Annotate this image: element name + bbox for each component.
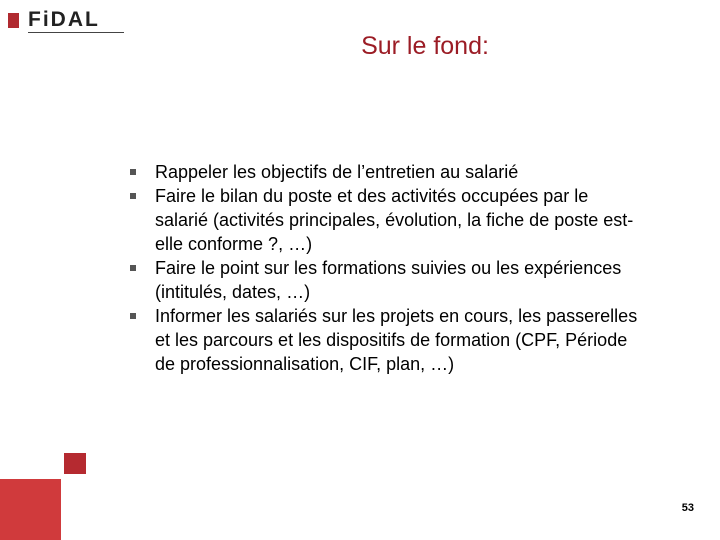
bullet-text: Faire le point sur les formations suivies ou les expériences (intitulés, dates, …): [155, 258, 622, 302]
bullet-list: [130, 160, 640, 376]
logo-underline: [28, 32, 124, 33]
decorative-square-large: [0, 479, 61, 540]
bullet-item: [130, 160, 640, 184]
page-number: 53: [681, 502, 694, 514]
bullet-item: [130, 304, 640, 376]
decorative-square-small: [64, 453, 86, 474]
logo-text: FiDAL: [28, 8, 100, 31]
logo-square-icon: [8, 13, 19, 28]
bullet-item: [130, 256, 640, 304]
bullet-item: [130, 184, 640, 256]
square-bullet-icon: [130, 193, 136, 199]
square-bullet-icon: [130, 313, 136, 319]
slide-title: Sur le fond:: [361, 32, 489, 60]
square-bullet-icon: [130, 265, 136, 271]
bullet-text: Faire le bilan du poste et des activités occupées par le salarié (activités principales, évolution, la fiche de poste est-elle conforme ?, …): [155, 186, 634, 254]
square-bullet-icon: [130, 169, 136, 175]
bullet-text: Informer les salariés sur les projets en cours, les passerelles et les parcours et les dispositifs de formation (CPF, Période de professionnalisation, CIF, plan, …): [155, 306, 638, 374]
bullet-text: Rappeler les objectifs de l’entretien au salarié: [155, 162, 519, 182]
